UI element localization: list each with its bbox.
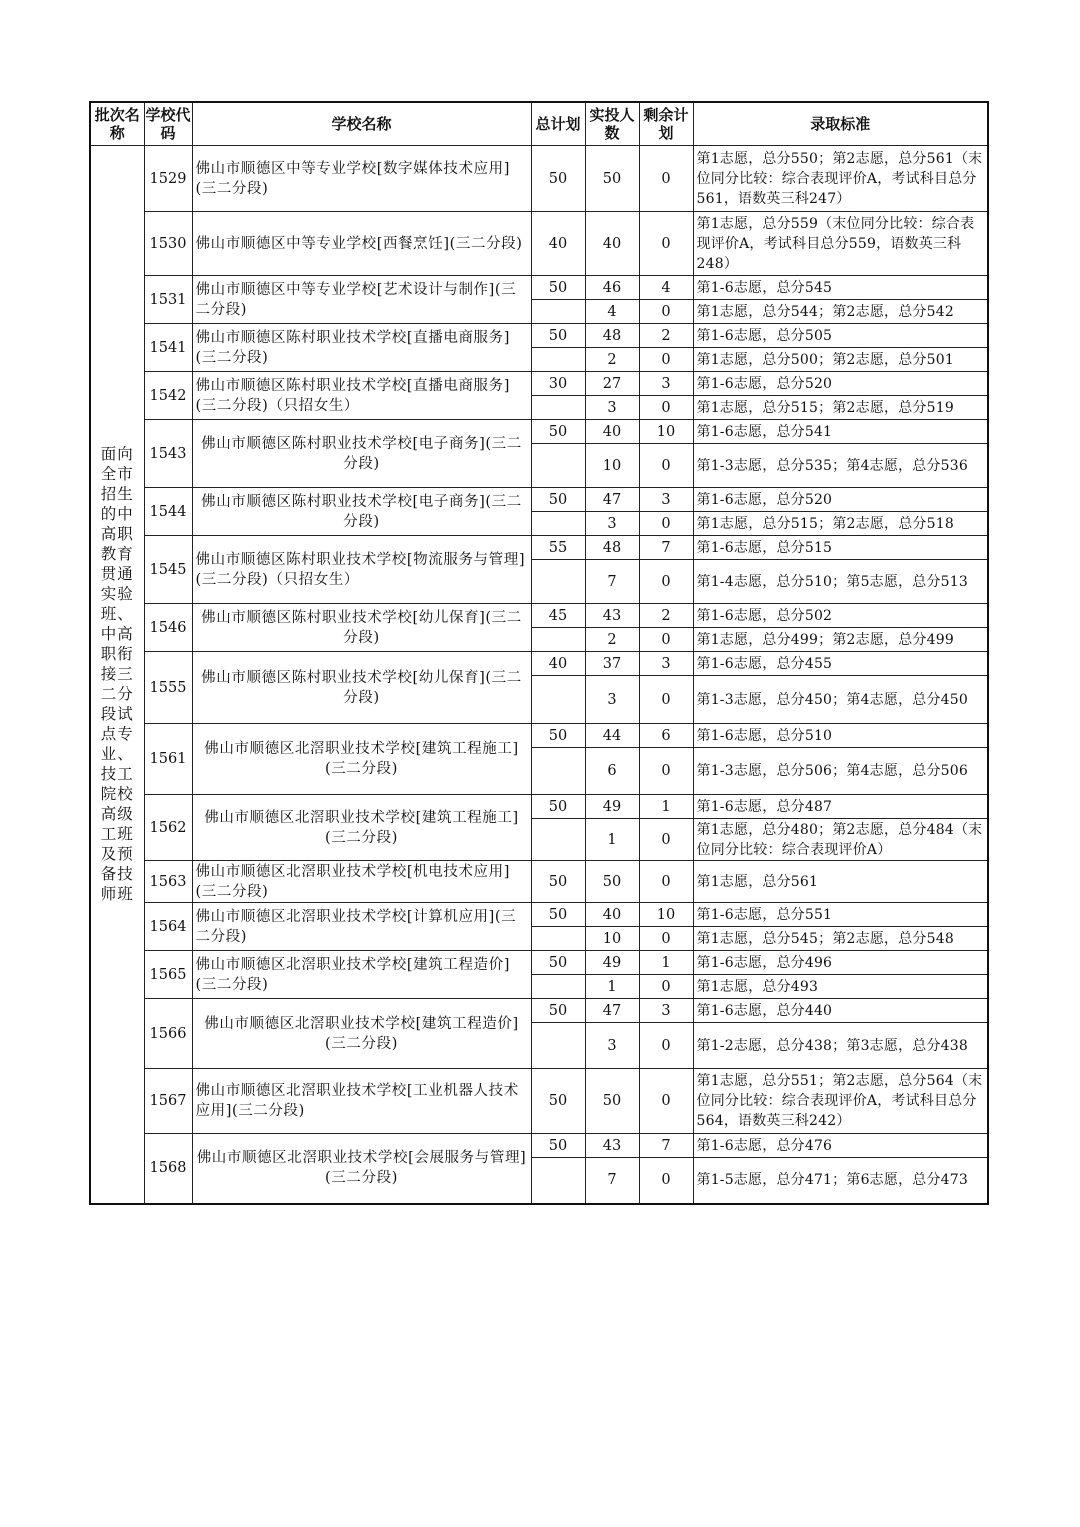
actual-count: 10 xyxy=(585,444,639,488)
plan-count: 40 xyxy=(531,652,585,676)
school-code: 1545 xyxy=(144,536,192,604)
admission-criteria: 第1-6志愿，总分541 xyxy=(693,420,988,444)
school-code: 1565 xyxy=(144,951,192,999)
plan-count xyxy=(531,819,585,861)
plan-count: 50 xyxy=(531,276,585,300)
table-row xyxy=(90,999,988,1023)
remain-count: 1 xyxy=(639,951,693,975)
table-row xyxy=(90,324,988,348)
school-code: 1564 xyxy=(144,903,192,951)
school-code: 1542 xyxy=(144,372,192,420)
school-code: 1544 xyxy=(144,488,192,536)
actual-count: 44 xyxy=(585,724,639,748)
plan-count: 50 xyxy=(531,324,585,348)
table-row xyxy=(90,1134,988,1158)
remain-count: 7 xyxy=(639,536,693,560)
header-name: 学校名称 xyxy=(192,102,531,146)
table-row xyxy=(90,146,988,212)
admission-criteria: 第1志愿，总分500；第2志愿，总分501 xyxy=(693,348,988,372)
admission-criteria: 第1志愿，总分493 xyxy=(693,975,988,999)
admission-criteria: 第1志愿，总分551；第2志愿，总分564（末位同分比较：综合表现评价A，考试科目总分564，语数英三科242） xyxy=(693,1069,988,1134)
school-name: 佛山市顺德区陈村职业技术学校[直播电商服务](三二分段) xyxy=(192,324,531,372)
admission-criteria: 第1志愿，总分480；第2志愿，总分484（末位同分比较：综合表现评价A） xyxy=(693,819,988,861)
remain-count: 3 xyxy=(639,999,693,1023)
school-code: 1531 xyxy=(144,276,192,324)
remain-count: 10 xyxy=(639,903,693,927)
admission-criteria: 第1-3志愿，总分506；第4志愿，总分506 xyxy=(693,748,988,795)
header-criteria: 录取标准 xyxy=(693,102,988,146)
plan-count: 50 xyxy=(531,1069,585,1134)
table-row xyxy=(90,536,988,560)
school-name: 佛山市顺德区北滘职业技术学校[建筑工程施工](三二分段) xyxy=(192,795,531,861)
plan-count xyxy=(531,1023,585,1069)
school-name: 佛山市顺德区陈村职业技术学校[幼儿保育](三二分段) xyxy=(192,652,531,724)
table-row xyxy=(90,488,988,512)
plan-count xyxy=(531,560,585,604)
remain-count: 1 xyxy=(639,795,693,819)
school-code: 1563 xyxy=(144,861,192,903)
plan-count: 50 xyxy=(531,488,585,512)
actual-count: 10 xyxy=(585,927,639,951)
school-code: 1555 xyxy=(144,652,192,724)
school-code: 1562 xyxy=(144,795,192,861)
actual-count: 27 xyxy=(585,372,639,396)
school-name: 佛山市顺德区陈村职业技术学校[电子商务](三二分段) xyxy=(192,420,531,488)
remain-count: 2 xyxy=(639,604,693,628)
admission-criteria: 第1-6志愿，总分520 xyxy=(693,488,988,512)
plan-count: 55 xyxy=(531,536,585,560)
school-code: 1543 xyxy=(144,420,192,488)
admission-criteria: 第1-4志愿，总分510；第5志愿，总分513 xyxy=(693,560,988,604)
plan-count xyxy=(531,444,585,488)
batch-name: 面向全市招生的中高职教育贯通实验班、中高职衔接三二分段试点专业、技工院校高级工班及预备技师班 xyxy=(90,146,144,1204)
school-name: 佛山市顺德区陈村职业技术学校[物流服务与管理](三二分段)（只招女生） xyxy=(192,536,531,604)
school-name: 佛山市顺德区陈村职业技术学校[直播电商服务](三二分段)（只招女生） xyxy=(192,372,531,420)
actual-count: 50 xyxy=(585,1069,639,1134)
plan-count xyxy=(531,396,585,420)
school-name: 佛山市顺德区北滘职业技术学校[建筑工程施工](三二分段) xyxy=(192,724,531,795)
actual-count: 49 xyxy=(585,795,639,819)
actual-count: 3 xyxy=(585,676,639,724)
school-code: 1567 xyxy=(144,1069,192,1134)
actual-count: 48 xyxy=(585,324,639,348)
admission-criteria: 第1-3志愿，总分535；第4志愿，总分536 xyxy=(693,444,988,488)
remain-count: 10 xyxy=(639,420,693,444)
actual-count: 49 xyxy=(585,951,639,975)
plan-count: 40 xyxy=(531,212,585,276)
school-code: 1546 xyxy=(144,604,192,652)
school-name: 佛山市顺德区北滘职业技术学校[工业机器人技术应用](三二分段) xyxy=(192,1069,531,1134)
header-code: 学校代码 xyxy=(144,102,192,146)
admission-criteria: 第1志愿，总分544；第2志愿，总分542 xyxy=(693,300,988,324)
remain-count: 0 xyxy=(639,560,693,604)
plan-count xyxy=(531,628,585,652)
plan-count xyxy=(531,676,585,724)
school-code: 1530 xyxy=(144,212,192,276)
admission-criteria: 第1-6志愿，总分515 xyxy=(693,536,988,560)
school-code: 1566 xyxy=(144,999,192,1069)
table-row xyxy=(90,604,988,628)
plan-count xyxy=(531,1158,585,1204)
actual-count: 2 xyxy=(585,348,639,372)
admission-criteria: 第1志愿，总分545；第2志愿，总分548 xyxy=(693,927,988,951)
table-row xyxy=(90,212,988,276)
admission-criteria: 第1志愿，总分515；第2志愿，总分519 xyxy=(693,396,988,420)
admission-criteria: 第1-6志愿，总分455 xyxy=(693,652,988,676)
school-name: 佛山市顺德区北滘职业技术学校[机电技术应用](三二分段) xyxy=(192,861,531,903)
school-name: 佛山市顺德区中等专业学校[数字媒体技术应用](三二分段) xyxy=(192,146,531,212)
remain-count: 0 xyxy=(639,975,693,999)
remain-count: 7 xyxy=(639,1134,693,1158)
remain-count: 0 xyxy=(639,628,693,652)
school-name: 佛山市顺德区陈村职业技术学校[幼儿保育](三二分段) xyxy=(192,604,531,652)
plan-count xyxy=(531,975,585,999)
header-row xyxy=(90,102,988,146)
admission-criteria: 第1志愿，总分499；第2志愿，总分499 xyxy=(693,628,988,652)
plan-count: 50 xyxy=(531,795,585,819)
plan-count: 50 xyxy=(531,724,585,748)
actual-count: 40 xyxy=(585,903,639,927)
table-body xyxy=(90,146,988,1204)
plan-count: 50 xyxy=(531,146,585,212)
actual-count: 3 xyxy=(585,512,639,536)
actual-count: 3 xyxy=(585,1023,639,1069)
actual-count: 37 xyxy=(585,652,639,676)
remain-count: 0 xyxy=(639,1069,693,1134)
actual-count: 7 xyxy=(585,560,639,604)
remain-count: 2 xyxy=(639,324,693,348)
admission-criteria: 第1志愿，总分561 xyxy=(693,861,988,903)
remain-count: 0 xyxy=(639,146,693,212)
admission-criteria: 第1-6志愿，总分505 xyxy=(693,324,988,348)
remain-count: 4 xyxy=(639,276,693,300)
remain-count: 0 xyxy=(639,1158,693,1204)
school-name: 佛山市顺德区北滘职业技术学校[建筑工程造价](三二分段) xyxy=(192,999,531,1069)
actual-count: 50 xyxy=(585,861,639,903)
school-name: 佛山市顺德区陈村职业技术学校[电子商务](三二分段) xyxy=(192,488,531,536)
actual-count: 3 xyxy=(585,396,639,420)
admission-table xyxy=(89,101,989,1205)
remain-count: 3 xyxy=(639,372,693,396)
actual-count: 40 xyxy=(585,420,639,444)
table-row xyxy=(90,652,988,676)
table-row xyxy=(90,1069,988,1134)
table-row xyxy=(90,420,988,444)
table-row xyxy=(90,276,988,300)
admission-criteria: 第1志愿，总分559（末位同分比较：综合表现评价A，考试科目总分559，语数英三科248） xyxy=(693,212,988,276)
admission-criteria: 第1-2志愿，总分438；第3志愿，总分438 xyxy=(693,1023,988,1069)
remain-count: 0 xyxy=(639,512,693,536)
admission-criteria: 第1-6志愿，总分510 xyxy=(693,724,988,748)
plan-count xyxy=(531,300,585,324)
plan-count xyxy=(531,512,585,536)
remain-count: 0 xyxy=(639,212,693,276)
remain-count: 0 xyxy=(639,1023,693,1069)
plan-count xyxy=(531,348,585,372)
header-remain: 剩余计划 xyxy=(639,102,693,146)
remain-count: 0 xyxy=(639,396,693,420)
plan-count xyxy=(531,748,585,795)
admission-criteria: 第1-6志愿，总分476 xyxy=(693,1134,988,1158)
admission-criteria: 第1-6志愿，总分520 xyxy=(693,372,988,396)
plan-count: 30 xyxy=(531,372,585,396)
remain-count: 0 xyxy=(639,348,693,372)
remain-count: 0 xyxy=(639,819,693,861)
school-name: 佛山市顺德区北滘职业技术学校[建筑工程造价](三二分段) xyxy=(192,951,531,999)
remain-count: 0 xyxy=(639,300,693,324)
admission-criteria: 第1-6志愿，总分440 xyxy=(693,999,988,1023)
header-batch: 批次名称 xyxy=(90,102,144,146)
school-name: 佛山市顺德区北滘职业技术学校[计算机应用](三二分段) xyxy=(192,903,531,951)
actual-count: 1 xyxy=(585,975,639,999)
admission-criteria: 第1-6志愿，总分545 xyxy=(693,276,988,300)
school-code: 1568 xyxy=(144,1134,192,1204)
actual-count: 7 xyxy=(585,1158,639,1204)
actual-count: 43 xyxy=(585,604,639,628)
remain-count: 0 xyxy=(639,748,693,795)
actual-count: 47 xyxy=(585,488,639,512)
school-code: 1529 xyxy=(144,146,192,212)
header-actual: 实投人数 xyxy=(585,102,639,146)
table-row xyxy=(90,372,988,396)
table-row xyxy=(90,903,988,927)
table-row xyxy=(90,795,988,819)
header-plan: 总计划 xyxy=(531,102,585,146)
actual-count: 43 xyxy=(585,1134,639,1158)
admission-criteria: 第1-6志愿，总分551 xyxy=(693,903,988,927)
remain-count: 0 xyxy=(639,927,693,951)
actual-count: 47 xyxy=(585,999,639,1023)
admission-criteria: 第1-6志愿，总分496 xyxy=(693,951,988,975)
table-row xyxy=(90,951,988,975)
school-name: 佛山市顺德区北滘职业技术学校[会展服务与管理](三二分段) xyxy=(192,1134,531,1204)
admission-criteria: 第1-3志愿，总分450；第4志愿，总分450 xyxy=(693,676,988,724)
table-row xyxy=(90,861,988,903)
plan-count: 50 xyxy=(531,420,585,444)
plan-count xyxy=(531,927,585,951)
actual-count: 1 xyxy=(585,819,639,861)
remain-count: 3 xyxy=(639,488,693,512)
admission-criteria: 第1志愿，总分515；第2志愿，总分518 xyxy=(693,512,988,536)
school-code: 1541 xyxy=(144,324,192,372)
actual-count: 4 xyxy=(585,300,639,324)
plan-count: 50 xyxy=(531,951,585,975)
remain-count: 3 xyxy=(639,652,693,676)
school-code: 1561 xyxy=(144,724,192,795)
actual-count: 46 xyxy=(585,276,639,300)
remain-count: 0 xyxy=(639,676,693,724)
school-name: 佛山市顺德区中等专业学校[西餐烹饪](三二分段) xyxy=(192,212,531,276)
remain-count: 0 xyxy=(639,861,693,903)
plan-count: 50 xyxy=(531,903,585,927)
plan-count: 50 xyxy=(531,1134,585,1158)
actual-count: 50 xyxy=(585,146,639,212)
admission-criteria: 第1志愿，总分550；第2志愿，总分561（末位同分比较：综合表现评价A，考试科目总分561，语数英三科247） xyxy=(693,146,988,212)
actual-count: 48 xyxy=(585,536,639,560)
table-row xyxy=(90,724,988,748)
plan-count: 50 xyxy=(531,999,585,1023)
remain-count: 0 xyxy=(639,444,693,488)
admission-criteria: 第1-5志愿，总分471；第6志愿，总分473 xyxy=(693,1158,988,1204)
actual-count: 6 xyxy=(585,748,639,795)
remain-count: 6 xyxy=(639,724,693,748)
school-name: 佛山市顺德区中等专业学校[艺术设计与制作](三二分段) xyxy=(192,276,531,324)
plan-count: 50 xyxy=(531,861,585,903)
plan-count: 45 xyxy=(531,604,585,628)
admission-criteria: 第1-6志愿，总分487 xyxy=(693,795,988,819)
admission-criteria: 第1-6志愿，总分502 xyxy=(693,604,988,628)
actual-count: 2 xyxy=(585,628,639,652)
actual-count: 40 xyxy=(585,212,639,276)
